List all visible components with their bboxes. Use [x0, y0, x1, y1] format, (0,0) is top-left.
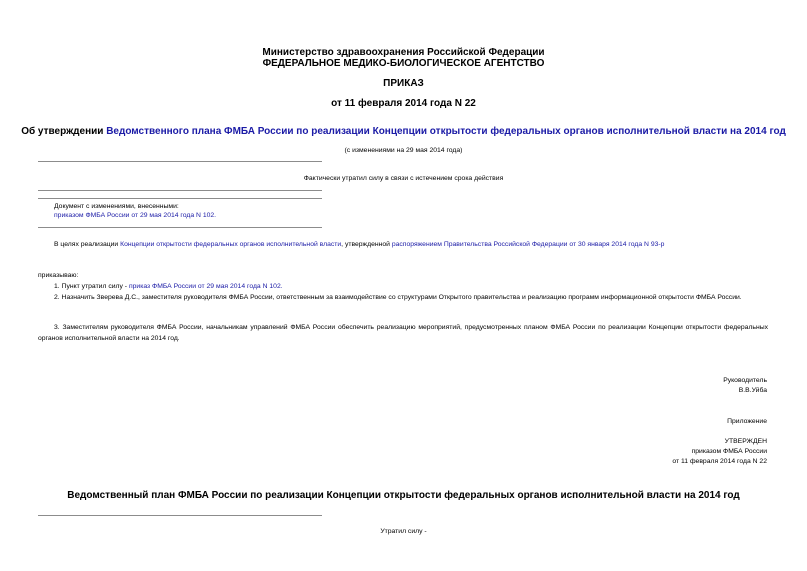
order-item-3: 3. Заместителям руководителя ФМБА России, начальникам управлений ФМБА России обеспечить реализацию мероприятий, предусмотренных планом ФМБА России по реализации Концепции открытости федеральных органов исполнительной власти на 2014 год. — [38, 324, 768, 342]
divider — [38, 198, 322, 199]
government-order-link[interactable]: распоряжением Правительства Российской Федерации от 30 января 2014 года N 93-р — [391, 241, 665, 248]
status-note: Фактически утратил силу в связи с истечением срока действия — [303, 175, 504, 182]
approved-date: от 11 февраля 2014 года N 22 — [672, 458, 767, 465]
signature-name: В.В.Уйба — [738, 387, 767, 394]
approved-label: УТВЕРЖДЕН — [724, 438, 767, 445]
changes-label: Документ с изменениями, внесенными: — [54, 203, 179, 210]
plan-title: Ведомственный план ФМБА России по реализации Концепции открытости федеральных органов исполнительной власти на 2014 год — [67, 490, 740, 501]
amended-note: (с изменениями на 29 мая 2014 года) — [344, 147, 463, 154]
appendix-label: Приложение — [727, 418, 767, 425]
document-date: от 11 февраля 2014 года N 22 — [331, 98, 476, 109]
divider — [38, 161, 322, 162]
plan-status: Утратил силу - — [380, 528, 427, 535]
item-1-text: 1. Пункт утратил силу - — [54, 283, 129, 290]
agency-name: ФЕДЕРАЛЬНОЕ МЕДИКО-БИОЛОГИЧЕСКОЕ АГЕНТСТВО — [262, 58, 545, 69]
divider — [38, 227, 322, 228]
changes-order-link[interactable]: приказом ФМБА России от 29 мая 2014 года N 102. — [54, 212, 217, 219]
signature-position: Руководитель — [723, 377, 767, 384]
order-item-2: 2. Назначить Зверева Д.С., заместителя руководителя ФМБА России, ответственным за взаимодействие со структурами Открытого правительства и реализацию программ информационной открытости ФМБА России. — [54, 294, 742, 301]
title-plan-link[interactable]: Ведомственного плана ФМБА России по реализации Концепции открытости федеральных органов исполнительной власти на 2014 год — [106, 126, 786, 137]
item-1-link[interactable]: приказ ФМБА России от 29 мая 2014 года N 102. — [128, 283, 283, 290]
divider — [38, 515, 322, 516]
approved-by: приказом ФМБА России — [691, 448, 767, 455]
preamble-text: В целях реализации — [54, 241, 121, 248]
order-item-1 — [54, 283, 283, 290]
order-lead: приказываю: — [38, 272, 79, 279]
document-title — [0, 126, 807, 137]
ministry-name: Министерство здравоохранения Российской Федерации — [262, 47, 545, 58]
concept-link[interactable]: Концепции открытости федеральных органов исполнительной власти — [120, 241, 342, 248]
preamble — [54, 241, 664, 248]
document-type: ПРИКАЗ — [383, 78, 424, 89]
divider — [38, 190, 322, 191]
preamble-text: , утвержденной — [341, 241, 392, 248]
title-prefix: Об утверждении — [21, 126, 107, 137]
